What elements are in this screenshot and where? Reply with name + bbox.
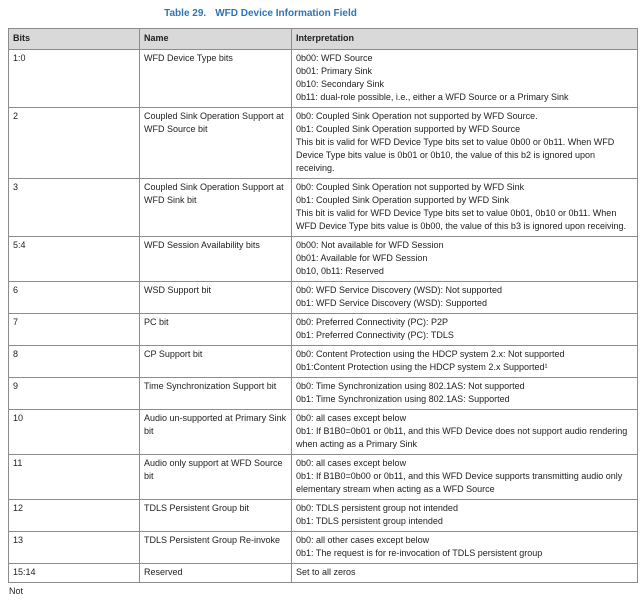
table-row xyxy=(9,108,638,179)
table-row xyxy=(9,500,638,532)
interpretation-cell xyxy=(292,179,638,237)
bits-cell: 8 xyxy=(9,346,140,378)
name-cell: Coupled Sink Operation Support at WFD Source bit xyxy=(140,108,292,179)
interpretation-line: 0b0: Time Synchronization using 802.1AS: Not supported xyxy=(296,381,525,391)
interpretation-cell xyxy=(292,410,638,455)
table-row xyxy=(9,50,638,108)
name-cell: Coupled Sink Operation Support at WFD Sink bit xyxy=(140,179,292,237)
interpretation-line: 0b1: Time Synchronization using 802.1AS: Supported xyxy=(296,394,510,404)
header-bits: Bits xyxy=(9,29,140,50)
table-row xyxy=(9,179,638,237)
header-name: Name xyxy=(140,29,292,50)
table-row xyxy=(9,378,638,410)
name-cell: WSD Support bit xyxy=(140,282,292,314)
name-cell: Audio un-supported at Primary Sink bit xyxy=(140,410,292,455)
interpretation-line: 0b1: WFD Service Discovery (WSD): Supported xyxy=(296,298,488,308)
name-cell: TDLS Persistent Group bit xyxy=(140,500,292,532)
name-cell: PC bit xyxy=(140,314,292,346)
bits-cell: 13 xyxy=(9,532,140,564)
name-cell: Time Synchronization Support bit xyxy=(140,378,292,410)
interpretation-line: 0b01: Available for WFD Session xyxy=(296,253,428,263)
interpretation-line: 0b0: all cases except below xyxy=(296,458,407,468)
interpretation-line: 0b01: Primary Sink xyxy=(296,66,373,76)
bits-cell: 12 xyxy=(9,500,140,532)
interpretation-line: Set to all zeros xyxy=(296,567,356,577)
interpretation-cell xyxy=(292,378,638,410)
interpretation-line: 0b1: Coupled Sink Operation supported by WFD Source xyxy=(296,124,521,134)
interpretation-line: 0b1: Preferred Connectivity (PC): TDLS xyxy=(296,330,454,340)
name-cell: Reserved xyxy=(140,564,292,583)
name-cell: WFD Session Availability bits xyxy=(140,237,292,282)
name-cell: CP Support bit xyxy=(140,346,292,378)
interpretation-line: 0b0: all other cases except below xyxy=(296,535,430,545)
table-row xyxy=(9,346,638,378)
table-title-text: WFD Device Information Field xyxy=(215,8,357,19)
bits-cell: 15:14 xyxy=(9,564,140,583)
interpretation-line: 0b0: Preferred Connectivity (PC): P2P xyxy=(296,317,449,327)
table-number-label: Table 29. xyxy=(164,8,207,19)
table-row xyxy=(9,532,638,564)
interpretation-line: 0b0: TDLS persistent group not intended xyxy=(296,503,458,513)
interpretation-line: 0b0: Coupled Sink Operation not supported by WFD Sink xyxy=(296,182,525,192)
header-interpretation: Interpretation xyxy=(292,29,638,50)
interpretation-cell xyxy=(292,314,638,346)
bits-cell: 9 xyxy=(9,378,140,410)
bits-cell: 7 xyxy=(9,314,140,346)
interpretation-line: This bit is valid for WFD Device Type bits set to value 0b00 or 0b11. When WFD Device Type bits value is 0b01 or 0b10, the value of this b2 is ignored upon receiving. xyxy=(296,137,615,173)
name-cell: TDLS Persistent Group Re-invoke xyxy=(140,532,292,564)
interpretation-line: 0b10: Secondary Sink xyxy=(296,79,385,89)
bits-cell: 5:4 xyxy=(9,237,140,282)
notes-label: Not xyxy=(9,586,24,596)
table-row xyxy=(9,237,638,282)
interpretation-cell xyxy=(292,282,638,314)
interpretation-line: This bit is valid for WFD Device Type bits set to value 0b01, 0b10 or 0b11. When WFD Device Type bits value is 0b00, the value of this b3 is ignored upon receiving. xyxy=(296,208,627,231)
bits-cell: 2 xyxy=(9,108,140,179)
table-title xyxy=(8,8,513,19)
interpretation-line: 0b00: WFD Source xyxy=(296,53,373,63)
interpretation-cell xyxy=(292,532,638,564)
name-cell: WFD Device Type bits xyxy=(140,50,292,108)
interpretation-line: 0b0: all cases except below xyxy=(296,413,407,423)
interpretation-line: 0b1: TDLS persistent group intended xyxy=(296,516,443,526)
interpretation-cell xyxy=(292,346,638,378)
interpretation-line: 0b0: Content Protection using the HDCP system 2.x: Not supported xyxy=(296,349,565,359)
interpretation-cell xyxy=(292,50,638,108)
interpretation-line: 0b1: If B1B0=0b01 or 0b11, and this WFD Device does not support audio rendering when acting as a Primary Sink xyxy=(296,426,628,449)
table-header-row xyxy=(9,29,638,50)
table-row xyxy=(9,314,638,346)
interpretation-cell xyxy=(292,500,638,532)
bits-cell: 11 xyxy=(9,455,140,500)
table-row xyxy=(9,564,638,583)
table-row xyxy=(9,282,638,314)
interpretation-line: 0b1: Coupled Sink Operation supported by WFD Sink xyxy=(296,195,510,205)
wfd-device-information-table xyxy=(8,28,638,583)
interpretation-cell xyxy=(292,237,638,282)
interpretation-line: 0b1:Content Protection using the HDCP system 2.x Supported¹ xyxy=(296,362,548,372)
bits-cell: 10 xyxy=(9,410,140,455)
interpretation-cell xyxy=(292,564,638,583)
interpretation-line: 0b00: Not available for WFD Session xyxy=(296,240,444,250)
bits-cell: 6 xyxy=(9,282,140,314)
table-body xyxy=(9,50,638,583)
name-cell: Audio only support at WFD Source bit xyxy=(140,455,292,500)
bits-cell: 3 xyxy=(9,179,140,237)
interpretation-line: 0b0: WFD Service Discovery (WSD): Not supported xyxy=(296,285,503,295)
interpretation-cell xyxy=(292,108,638,179)
interpretation-line: 0b10, 0b11: Reserved xyxy=(296,266,384,276)
interpretation-line: 0b11: dual-role possible, i.e., either a WFD Source or a Primary Sink xyxy=(296,92,569,102)
interpretation-line: 0b1: The request is for re-invocation of TDLS persistent group xyxy=(296,548,543,558)
interpretation-cell xyxy=(292,455,638,500)
table-row xyxy=(9,455,638,500)
table-row xyxy=(9,410,638,455)
bits-cell: 1:0 xyxy=(9,50,140,108)
interpretation-line: 0b0: Coupled Sink Operation not supported by WFD Source. xyxy=(296,111,538,121)
interpretation-line: 0b1: If B1B0=0b00 or 0b11, and this WFD Device supports transmitting audio only elementary stream when acting as a WFD Source xyxy=(296,471,623,494)
